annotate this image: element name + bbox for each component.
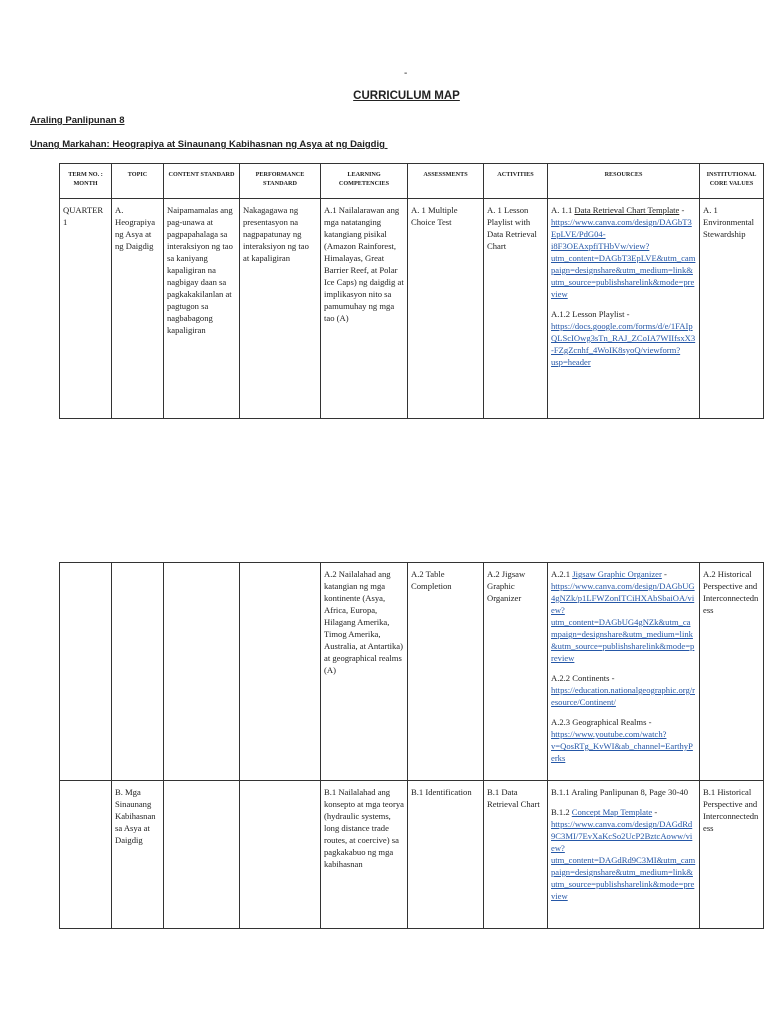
quarter-heading: Unang Markahan: Heograpiya at Sinaunang Kabihasnan ng Asya at ng Daigdig xyxy=(30,139,388,150)
cell-assessment: A. 1 Multiple Choice Test xyxy=(408,199,484,419)
resource-title-link[interactable]: Concept Map Template xyxy=(571,807,653,817)
header-topic: TOPIC xyxy=(112,164,164,199)
header-resources: RESOURCES xyxy=(548,164,700,199)
table-row xyxy=(60,781,764,929)
cell-core-values: A. 1 Environmental Stewardship xyxy=(700,199,764,419)
cell-competency: A.1 Nailalarawan ang mga natatanging katangiang pisikal (Amazon Rainforest, Himalayas, Great Barrier Reef, at Polar Ice Caps) ng daigdig at implikasyon nito sa pamumuhay ng mga tao (A) xyxy=(321,199,408,419)
subject-heading: Araling Panlipunan 8 xyxy=(30,115,125,126)
resource-link[interactable]: https://www.youtube.com/watch?v=QosRTg_KvWI&ab_channel=EarthyPerks xyxy=(551,729,693,763)
page-title: CURRICULUM MAP xyxy=(353,90,460,102)
cell-core-values: A.2 Historical Perspective and Interconnectedness xyxy=(700,563,764,781)
resource-link[interactable]: https://education.nationalgeographic.org/resource/Continent/ xyxy=(551,685,695,707)
resource-item: A.1.2 Lesson Playlist - https://docs.google.com/forms/d/e/1FAIpQLScIOwg3sTn_RAJ_ZCoIA7WIIfsxX3-FZgZcnhf_4WoIK8syoQ/viewform?usp=header xyxy=(551,309,696,367)
cell-activity: A. 1 Lesson Playlist with Data Retrieval Chart xyxy=(484,199,548,419)
resource-item: B.1.1 Araling Panlipunan 8, Page 30-40 xyxy=(551,787,689,797)
resource-title: Data Retrieval Chart Template xyxy=(574,205,680,215)
resource-link[interactable]: https://www.canva.com/design/DAGbT3EpLVE/PdG04-i8F3OEAxpfiTHbVw/view?utm_content=DAGbT3EpLVE&utm_campaign=designshare&utm_medium=link&utm_source=publishsharelink&mode=preview xyxy=(551,217,696,299)
header-content-standard: CONTENT STANDARD xyxy=(164,164,240,199)
cell-performance-standard xyxy=(240,781,321,929)
cell-content-standard xyxy=(164,781,240,929)
resource-link[interactable]: https://www.canva.com/design/DAGdRd9C3MI/7EvXaKcSo2UcP2BztcAoww/view?utm_content=DAGdRd9C3MI&utm_campaign=designshare&utm_medium=link&utm_source=publishsharelink&mode=preview xyxy=(551,819,696,901)
header-activities: ACTIVITIES xyxy=(484,164,548,199)
resource-item: A.2.3 Geographical Realms - https://www.youtube.com/watch?v=QosRTg_KvWI&ab_channel=EarthyPerks xyxy=(551,717,693,763)
resource-item: A.2.1 Jigsaw Graphic Organizer - https://www.canva.com/design/DAGbUG4gNZk/p1LFWZonITCiHXAbSbaiOA/view?utm_content=DAGbUG4gNZk&utm_campaign=designshare&utm_medium=link&utm_source=publishsharelink&mode=preview xyxy=(551,569,695,663)
cell-competency: A.2 Nailalahad ang katangian ng mga kontinente (Asya, Africa, Europa, Hilagang Amerika, Timog Amerika, Australia, at Antartika) at geographical realms (A) xyxy=(321,563,408,781)
cell-core-values: B.1 Historical Perspective and Interconnectedness xyxy=(700,781,764,929)
cell-content-standard: Naipamamalas ang pag-unawa at pagpapahalaga sa interaksiyon ng tao sa kaniyang kapaligiran na nagbigay daan sa pagkakakilanlan at pagtugon sa nagbabagong kapaligiran xyxy=(164,199,240,419)
cell-activity: A.2 Jigsaw Graphic Organizer xyxy=(484,563,548,781)
cell-term xyxy=(60,781,112,929)
cell-assessment: A.2 Table Completion xyxy=(408,563,484,781)
cell-topic: A. Heograpiya ng Asya at ng Daigdig xyxy=(112,199,164,419)
cell-topic xyxy=(112,563,164,781)
curriculum-table xyxy=(59,163,764,419)
header-performance-standard: PERFORMANCE STANDARD xyxy=(240,164,321,199)
header-learning-competencies: LEARNING COMPETENCIES xyxy=(321,164,408,199)
cell-term xyxy=(60,563,112,781)
table-row xyxy=(60,563,764,781)
cell-resources xyxy=(548,781,700,929)
resource-item: A. 1.1 Data Retrieval Chart Template - https://www.canva.com/design/DAGbT3EpLVE/PdG04-i8F3OEAxpfiTHbVw/view?utm_content=DAGbT3EpLVE&utm_campaign=designshare&utm_medium=link&utm_source=publishsharelink&mode=preview xyxy=(551,205,696,299)
header-term: TERM NO. : MONTH xyxy=(60,164,112,199)
curriculum-table-continued xyxy=(59,562,764,929)
cell-performance-standard xyxy=(240,563,321,781)
resource-link[interactable]: https://docs.google.com/forms/d/e/1FAIpQLScIOwg3sTn_RAJ_ZCoIA7WIIfsxX3-FZgZcnhf_4WoIK8syoQ/viewform?usp=header xyxy=(551,321,696,367)
header-row xyxy=(60,164,764,199)
cell-competency: B.1 Nailalahad ang konsepto at mga teorya (hydraulic systems, long distance trade routes, at coercive) sa pagkakabuo ng mga kabihasnan xyxy=(321,781,408,929)
table-row xyxy=(60,199,764,419)
resource-item: A.2.2 Continents - https://education.nationalgeographic.org/resource/Continent/ xyxy=(551,673,695,707)
cell-content-standard xyxy=(164,563,240,781)
cell-term: QUARTER 1 xyxy=(60,199,112,419)
cell-performance-standard: Nakagagawa ng presentasyon na nagpapatunay ng interaksiyon ng tao at kapaligiran xyxy=(240,199,321,419)
resource-link[interactable]: https://www.canva.com/design/DAGbUG4gNZk/p1LFWZonITCiHXAbSbaiOA/view?utm_content=DAGbUG4gNZk&utm_campaign=designshare&utm_medium=link&utm_source=publishsharelink&mode=preview xyxy=(551,581,695,663)
page-mark: - xyxy=(404,68,408,79)
resource-item: B.1.2 Concept Map Template - https://www.canva.com/design/DAGdRd9C3MI/7EvXaKcSo2UcP2BztcAoww/view?utm_content=DAGdRd9C3MI&utm_campaign=designshare&utm_medium=link&utm_source=publishsharelink&mode=preview xyxy=(551,807,696,901)
cell-activity: B.1 Data Retrieval Chart xyxy=(484,781,548,929)
header-assessments: ASSESSMENTS xyxy=(408,164,484,199)
cell-topic: B. Mga Sinaunang Kabihasnan sa Asya at Daigdig xyxy=(112,781,164,929)
header-core-values: INSTITUTIONAL CORE VALUES xyxy=(700,164,764,199)
cell-resources xyxy=(548,199,700,419)
cell-assessment: B.1 Identification xyxy=(408,781,484,929)
resource-title-link[interactable]: Jigsaw Graphic Organizer xyxy=(572,569,662,579)
cell-resources xyxy=(548,563,700,781)
